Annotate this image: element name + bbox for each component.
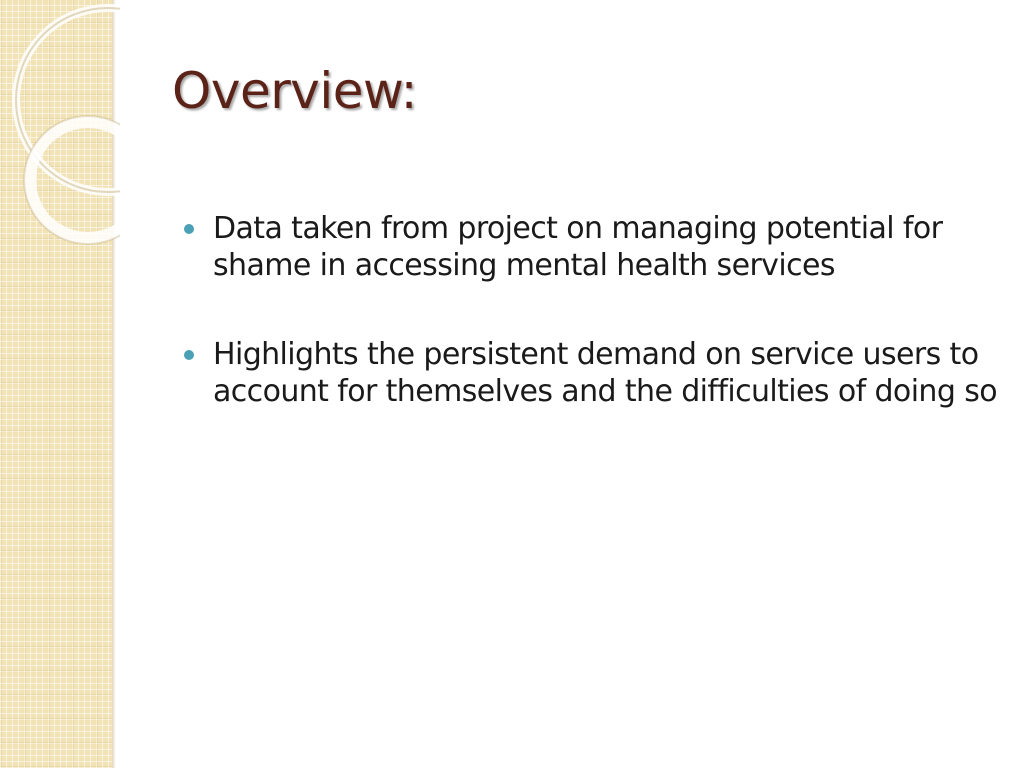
bullet-text: Highlights the persistent demand on service users to account for themselves and the difficulties of doing so — [213, 337, 998, 409]
rings-decoration-icon — [0, 0, 120, 260]
bullet-dot-icon — [184, 350, 194, 360]
bullet-list — [184, 210, 1004, 462]
bullet-text: Data taken from project on managing potential for shame in accessing mental health services — [213, 211, 943, 283]
bullet-item — [184, 336, 1004, 410]
slide-title: Overview: — [172, 62, 418, 120]
bullet-dot-icon — [184, 224, 194, 234]
bullet-item — [184, 210, 1004, 284]
